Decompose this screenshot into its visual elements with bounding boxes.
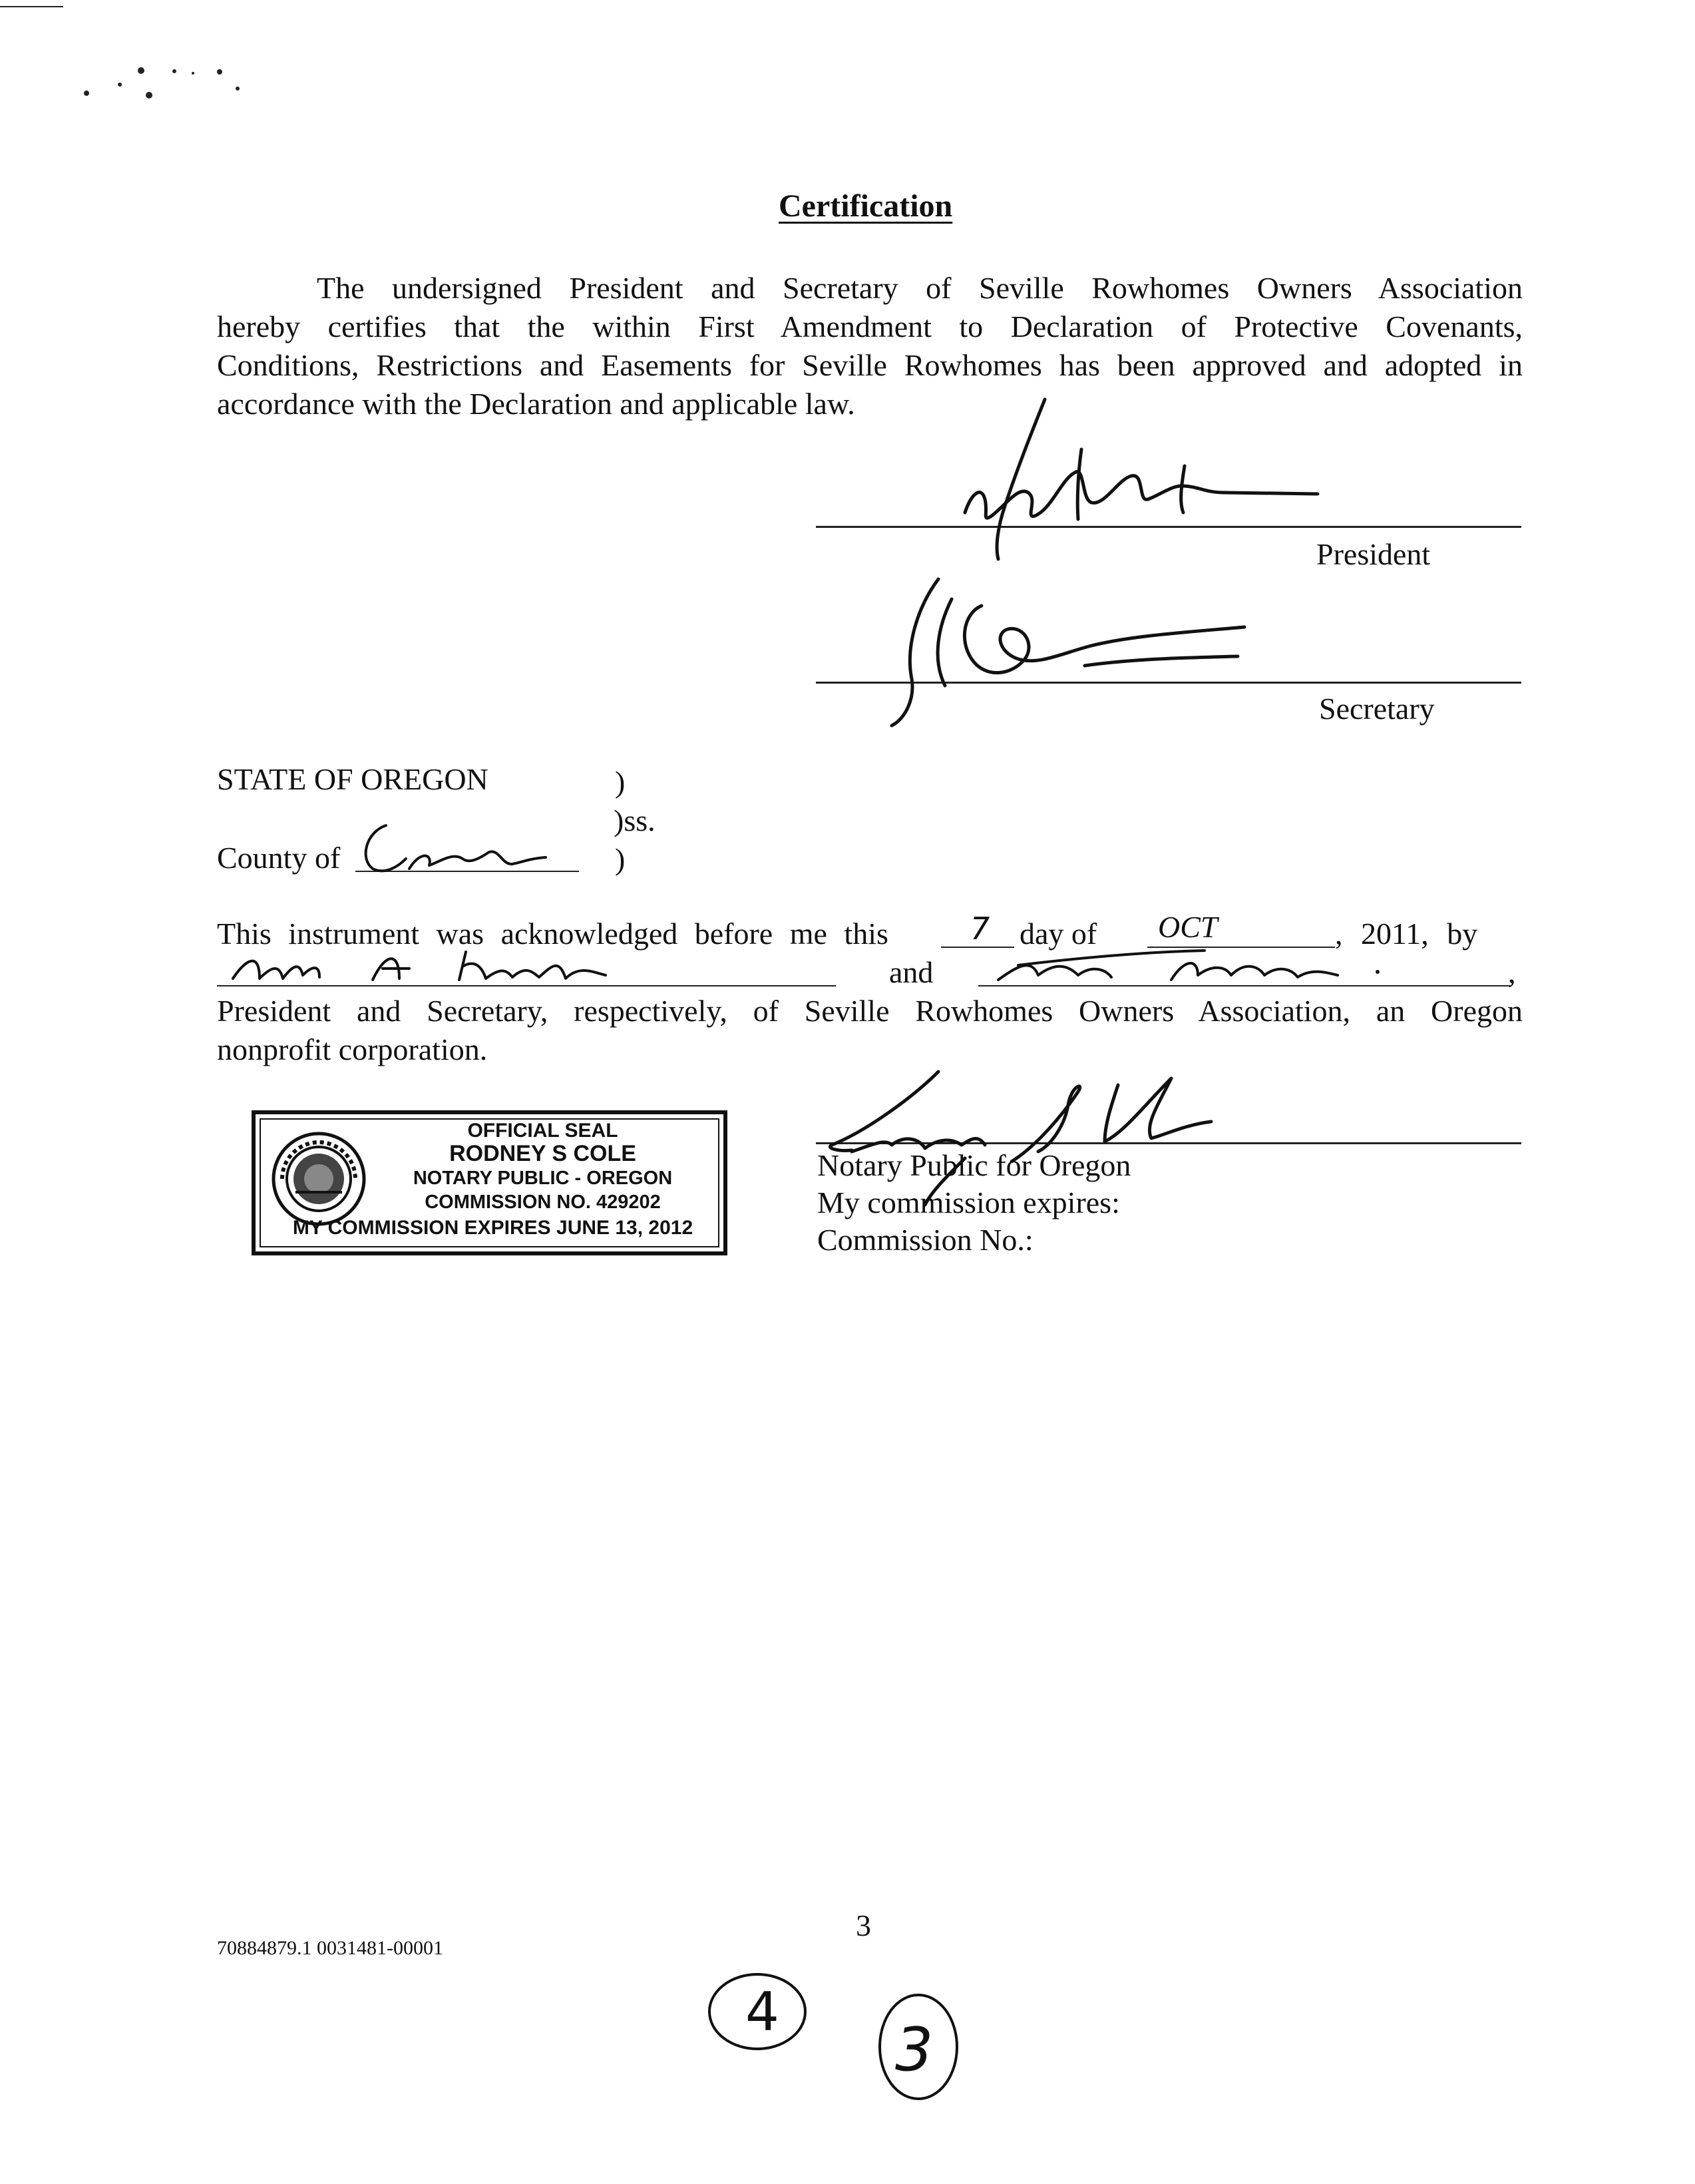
notary-commission-expires: My commission expires:	[817, 1186, 1120, 1219]
paragraph-line-1: The undersigned President and Secretary of Seville Rowhomes Owners Association	[317, 271, 1523, 305]
venue-paren-bottom: )	[615, 842, 626, 876]
ack-year-by: , 2011, by	[1335, 917, 1478, 951]
ack-day-value: 7	[970, 911, 990, 947]
venue-paren-top: )	[615, 765, 626, 799]
county-label: County of	[217, 841, 341, 875]
official-seal-stamp	[252, 1110, 727, 1255]
ack-and: and	[889, 955, 934, 989]
ack-month-value: OCT	[1158, 910, 1218, 944]
president-label: President	[1316, 537, 1431, 571]
paragraph-line-3: Conditions, Restrictions and Easements for Seville Rowhomes has been approved and adopted in	[217, 348, 1523, 382]
ack-line1-text: This instrument was acknowledged before me this	[217, 917, 888, 951]
scan-specks	[0, 0, 266, 107]
venue-ss: )ss.	[614, 803, 656, 837]
seal-line-5: MY COMMISSION EXPIRES JUNE 13, 2012	[292, 1217, 693, 1239]
notary-title: Notary Public for Oregon	[817, 1148, 1131, 1182]
document-id: 70884879.1 0031481-00001	[217, 1937, 443, 1959]
seal-line-4: COMMISSION NO. 429202	[425, 1192, 661, 1213]
secretary-name-handwriting	[978, 939, 1404, 992]
circled-mark-4	[699, 1964, 819, 2064]
notary-commission-number: Commission No.:	[817, 1223, 1034, 1257]
seal-line-2: RODNEY S COLE	[449, 1141, 636, 1166]
secretary-label: Secretary	[1319, 692, 1435, 726]
county-handwriting	[346, 812, 559, 879]
svg-text:4: 4	[745, 1981, 779, 2043]
page-number: 3	[856, 1908, 871, 1942]
seal-line-1: OFFICIAL SEAL	[467, 1120, 618, 1142]
ack-day-label: day of	[1020, 917, 1097, 951]
document-title: Certification	[779, 188, 953, 224]
oregon-seal-icon	[269, 1129, 369, 1229]
svg-text:3: 3	[895, 2015, 934, 2085]
paragraph-line-2: hereby certifies that the within First Amendment to Declaration of Protective Covenants,	[217, 310, 1523, 343]
paragraph-line-4: accordance with the Declaration and applicable law.	[217, 387, 855, 421]
secretary-signature	[865, 566, 1264, 732]
seal-line-3: NOTARY PUBLIC - OREGON	[413, 1168, 673, 1189]
venue-state: STATE OF OREGON	[217, 762, 488, 796]
ack-line4: nonprofit corporation.	[217, 1032, 488, 1066]
circled-mark-3	[865, 1984, 972, 2103]
ack-line2-comma: ,	[1508, 955, 1516, 989]
ack-line3: President and Secretary, respectively, of Seville Rowhomes Owners Association, an Oregon	[217, 994, 1523, 1028]
president-name-handwriting	[220, 939, 685, 992]
